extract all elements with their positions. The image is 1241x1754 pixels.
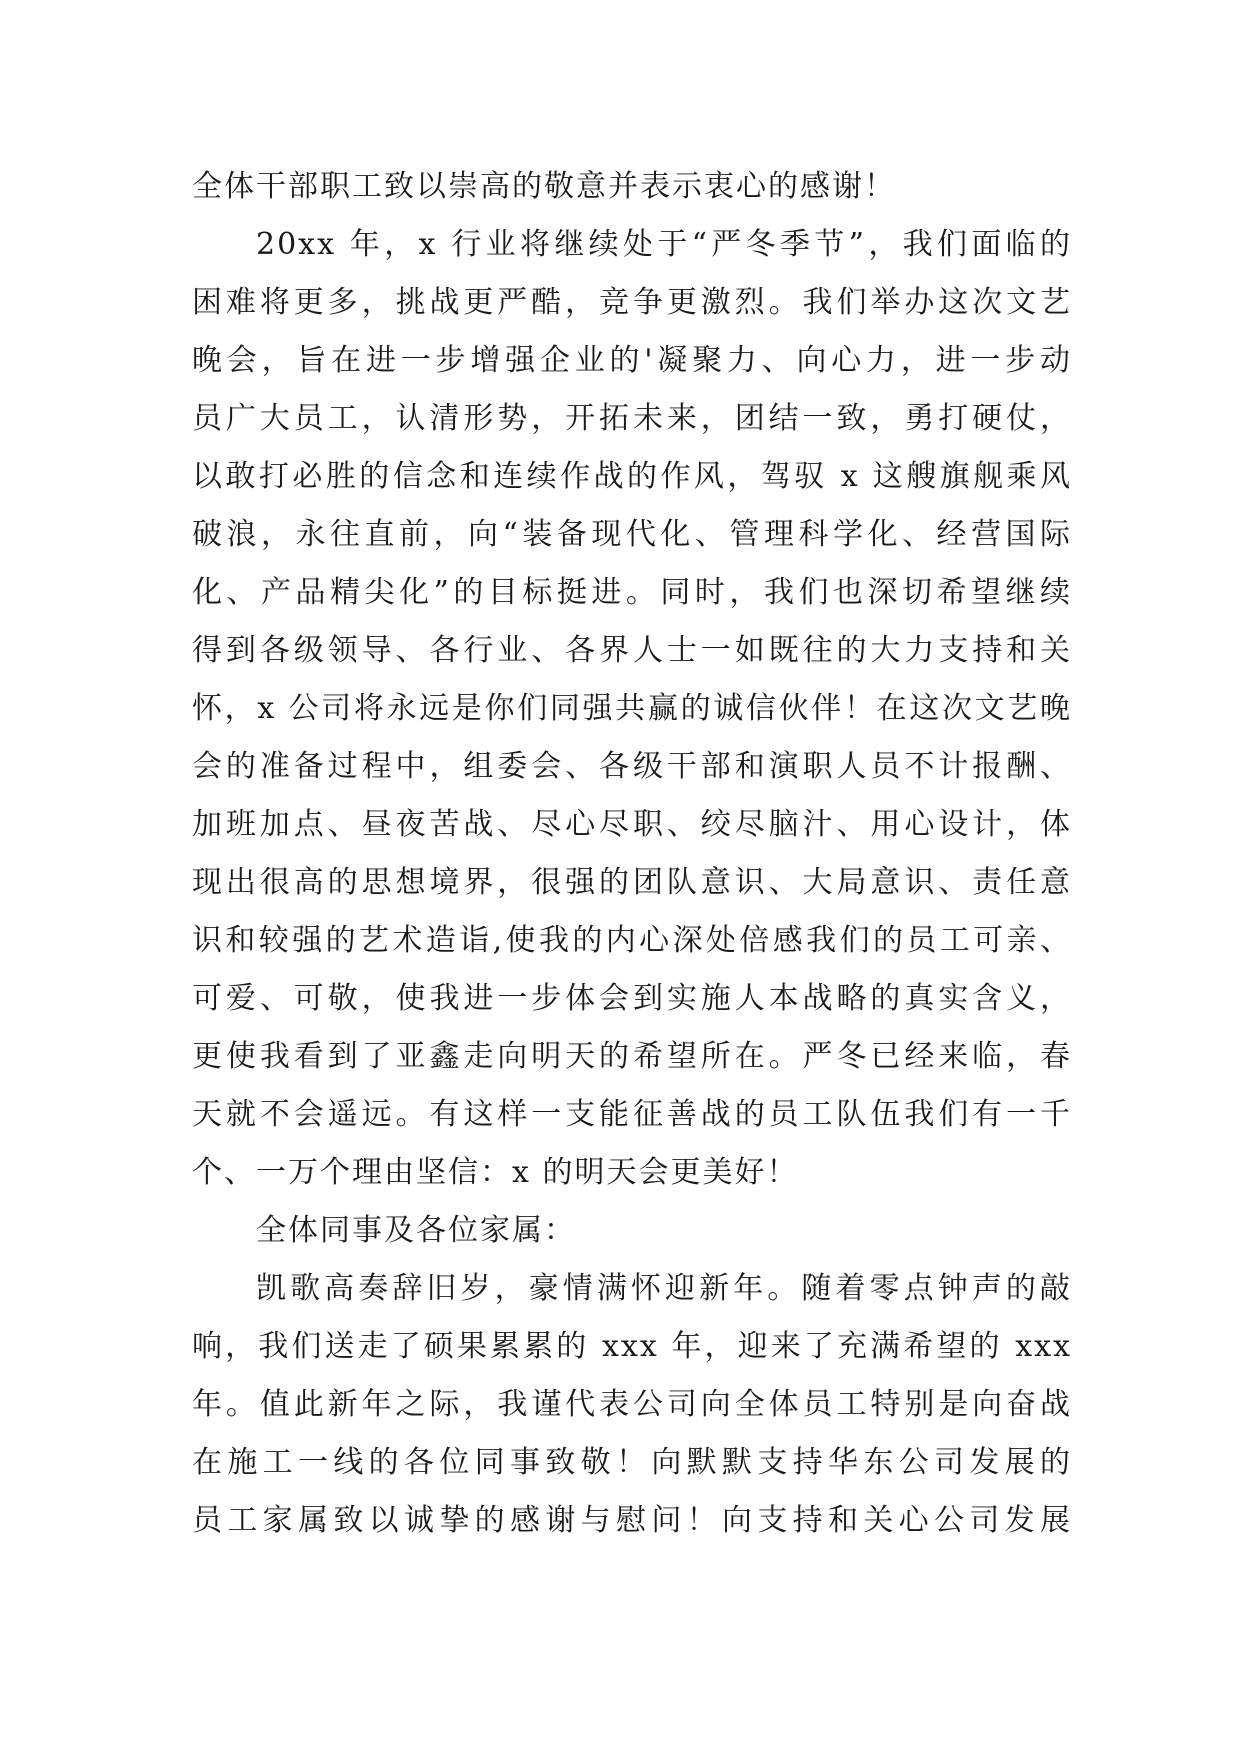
paragraph-line: 怀，x 公司将永远是你们同强共赢的诚信伙伴！在这次文艺晚: [192, 691, 1072, 726]
paragraph-line: 困难将更多，挑战更严酷，竞争更激烈。我们举办这次文艺: [192, 285, 1072, 320]
document-body: [192, 158, 1072, 1550]
paragraph-line: 20xx 年，x 行业将继续处于“严冬季节”，我们面临的: [256, 227, 1072, 262]
paragraph-line: 现出很高的思想境界，很强的团队意识、大局意识、责任意: [192, 865, 1072, 900]
paragraph-line: 晚会，旨在进一步增强企业的'凝聚力、向心力，进一步动: [192, 343, 1072, 378]
paragraph-line: 全体干部职工致以崇高的敬意并表示衷心的感谢！: [192, 169, 896, 204]
paragraph-line: 响，我们送走了硕果累累的 xxx 年，迎来了充满希望的 xxx: [192, 1329, 1072, 1364]
paragraph-line: 会的准备过程中，组委会、各级干部和演职人员不计报酬、: [192, 749, 1072, 784]
paragraph-line: 天就不会遥远。有这样一支能征善战的员工队伍我们有一千: [192, 1097, 1072, 1132]
paragraph-line: 化、产品精尖化”的目标挺进。同时，我们也深切希望继续: [192, 575, 1072, 610]
paragraph-line: 员工家属致以诚挚的感谢与慰问！向支持和关心公司发展: [192, 1503, 1072, 1538]
paragraph-line: 凯歌高奏辞旧岁，豪情满怀迎新年。随着零点钟声的敲: [256, 1271, 1072, 1306]
salutation-line: 全体同事及各位家属：: [256, 1213, 576, 1248]
paragraph-line: 员广大员工，认清形势，开拓未来，团结一致，勇打硬仗，: [192, 401, 1072, 436]
paragraph-line: 个、一万个理由坚信：x 的明天会更美好！: [192, 1155, 799, 1190]
paragraph-line: 可爱、可敬，使我进一步体会到实施人本战略的真实含义，: [192, 981, 1072, 1016]
paragraph-line: 以敢打必胜的信念和连续作战的作风，驾驭 x 这艘旗舰乘风: [192, 459, 1072, 494]
paragraph-line: 破浪，永往直前，向“装备现代化、管理科学化、经营国际: [192, 517, 1072, 552]
paragraph-line: 得到各级领导、各行业、各界人士一如既往的大力支持和关: [192, 633, 1072, 668]
paragraph-line: 更使我看到了亚鑫走向明天的希望所在。严冬已经来临，春: [192, 1039, 1072, 1074]
paragraph-line: 加班加点、昼夜苦战、尽心尽职、绞尽脑汁、用心设计，体: [192, 807, 1072, 842]
paragraph-line: 识和较强的艺术造诣,使我的内心深处倍感我们的员工可亲、: [192, 923, 1072, 958]
paragraph-line: 在施工一线的各位同事致敬！向默默支持华东公司发展的: [192, 1445, 1072, 1480]
paragraph-line: 年。值此新年之际，我谨代表公司向全体员工特别是向奋战: [192, 1387, 1072, 1422]
